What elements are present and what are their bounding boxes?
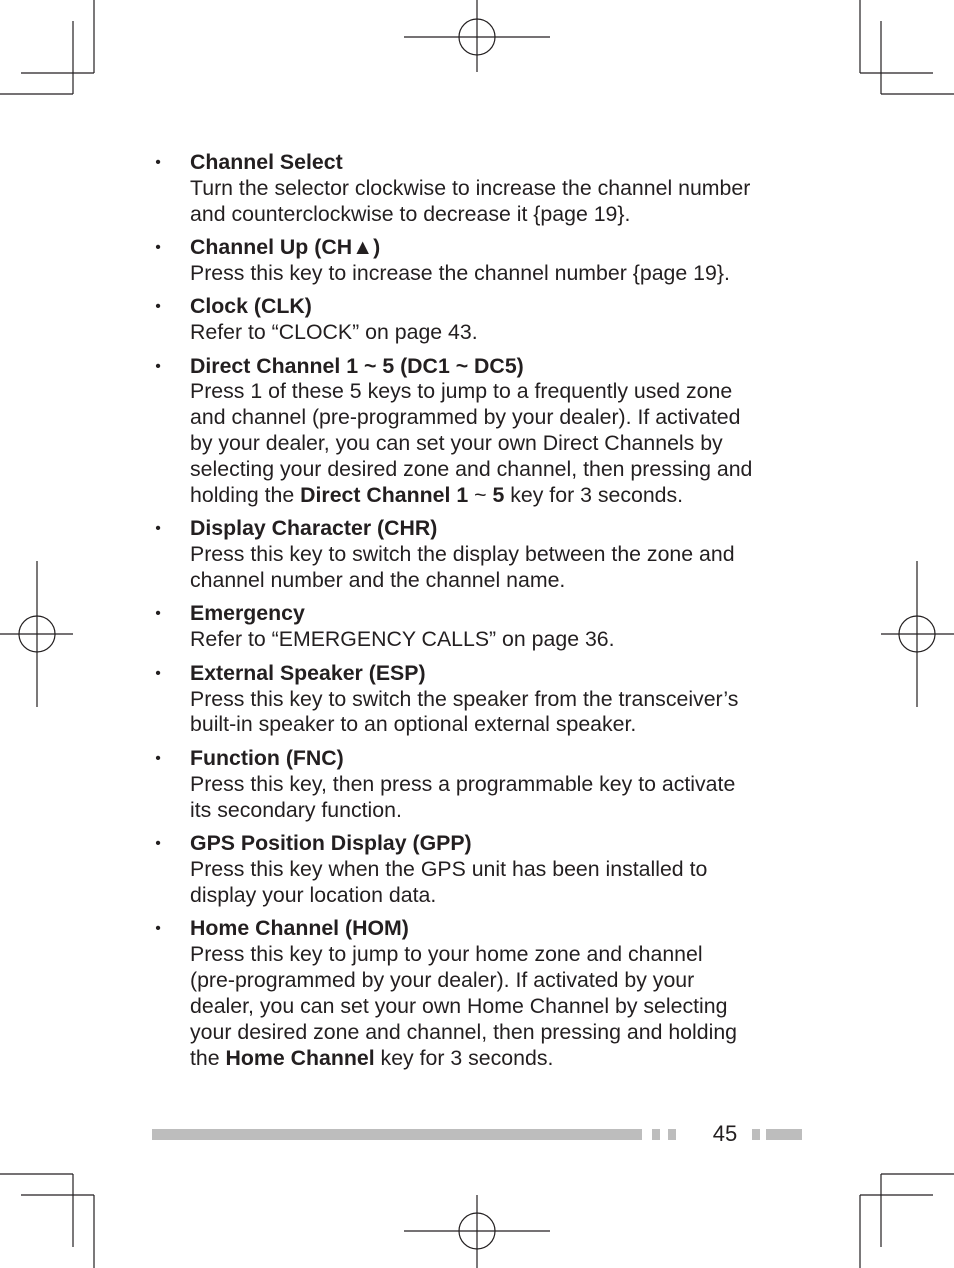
registration-mark-bottom [404,1195,550,1268]
item-description-line: its secondary function. [190,797,402,822]
bullet-point: • [155,357,161,375]
item-description-line: (pre-programmed by your dealer). If activated by your [190,967,695,992]
item-description-line [190,1046,812,1072]
registration-mark-left [0,561,73,707]
item-title: Display Character (CHR) [190,516,438,541]
item-description-line: Press this key when the GPS unit has been installed to [190,856,708,881]
list-item-channel-up [152,235,812,287]
item-description-line: dealer, you can set your own Home Channel by selecting [190,993,728,1018]
text-run: holding the [190,483,301,508]
item-description-line: Press this key to switch the display between the zone and [190,542,735,567]
footer-decorative-square [752,1129,760,1140]
item-description-line: Press this key to jump to your home zone and channel [190,941,703,966]
item-description-line: your desired zone and channel, then pressing and holding [190,1019,738,1044]
list-item-display-character [152,516,812,594]
item-title: Direct Channel 1 ~ 5 (DC1 ~ DC5) [190,353,524,378]
corner-crop-mark-top-right [860,0,954,94]
list-item-home-channel [152,916,812,1071]
item-description-line: Press 1 of these 5 keys to jump to a frequently used zone [190,379,733,404]
item-description-line: built-in speaker to an optional external speaker. [190,712,637,737]
item-title: Channel Up (CH▲) [190,235,381,260]
item-description-line: and counterclockwise to decrease it {page 19}. [190,201,631,226]
registration-mark-right [881,561,954,707]
item-description-line: Refer to “CLOCK” on page 43. [190,320,478,345]
item-title: Home Channel (HOM) [190,915,409,940]
item-description-line: selecting your desired zone and channel, then pressing and [190,457,753,482]
item-description-line [190,483,812,509]
page-footer [152,1120,802,1148]
key-name-bold: Direct Channel 1 [300,483,469,508]
corner-crop-mark-bottom-left [0,1174,94,1268]
bullet-point: • [155,520,161,538]
list-item-emergency [152,601,812,653]
list-item-clock [152,294,812,346]
bullet-point: • [155,239,161,257]
list-item-direct-channel [152,354,812,509]
bullet-point: • [155,919,161,937]
registration-mark-top [404,0,550,72]
text-run: the [190,1045,226,1070]
item-description-line: display your location data. [190,882,437,907]
item-description-line: Press this key, then press a programmable key to activate [190,771,736,796]
item-title: Emergency [190,601,305,626]
item-title: GPS Position Display (GPP) [190,830,472,855]
corner-crop-mark-bottom-right [860,1174,954,1268]
key-name-bold: Home Channel [225,1045,375,1070]
item-description-line: Press this key to switch the speaker from the transceiver’s [190,686,739,711]
item-description-line: Refer to “EMERGENCY CALLS” on page 36. [190,627,615,652]
text-run: key for 3 seconds. [374,1045,554,1070]
list-item-external-speaker [152,661,812,739]
corner-crop-mark-top-left [0,0,94,94]
footer-decorative-bar [152,1129,642,1140]
bullet-point: • [155,605,161,623]
item-description-line: Press this key to increase the channel number {page 19}. [190,261,730,286]
item-title: Function (FNC) [190,745,344,770]
bullet-point: • [155,154,161,171]
item-title: Clock (CLK) [190,294,312,319]
item-description-line: and channel (pre-programmed by your dealer). If activated [190,405,741,430]
list-item-function [152,746,812,824]
text-run: ~ [468,483,493,508]
bullet-point: • [155,298,161,316]
text-run: key for 3 seconds. [504,483,684,508]
list-item-gps-position-display [152,831,812,909]
item-title: External Speaker (ESP) [190,660,426,685]
key-function-list [152,150,812,1079]
item-title: Channel Select [190,150,343,174]
key-name-bold: 5 [492,483,505,508]
bullet-point: • [155,834,161,852]
list-item-channel-select [152,150,812,228]
item-description-line: Turn the selector clockwise to increase the channel number [190,175,751,200]
item-description-line: channel number and the channel name. [190,568,566,593]
footer-decorative-square [652,1129,660,1140]
bullet-point: • [155,664,161,682]
footer-decorative-bar [766,1129,802,1140]
bullet-point: • [155,749,161,767]
footer-decorative-square [668,1129,676,1140]
page-number: 45 [712,1121,738,1146]
item-description-line: by your dealer, you can set your own Direct Channels by [190,431,723,456]
